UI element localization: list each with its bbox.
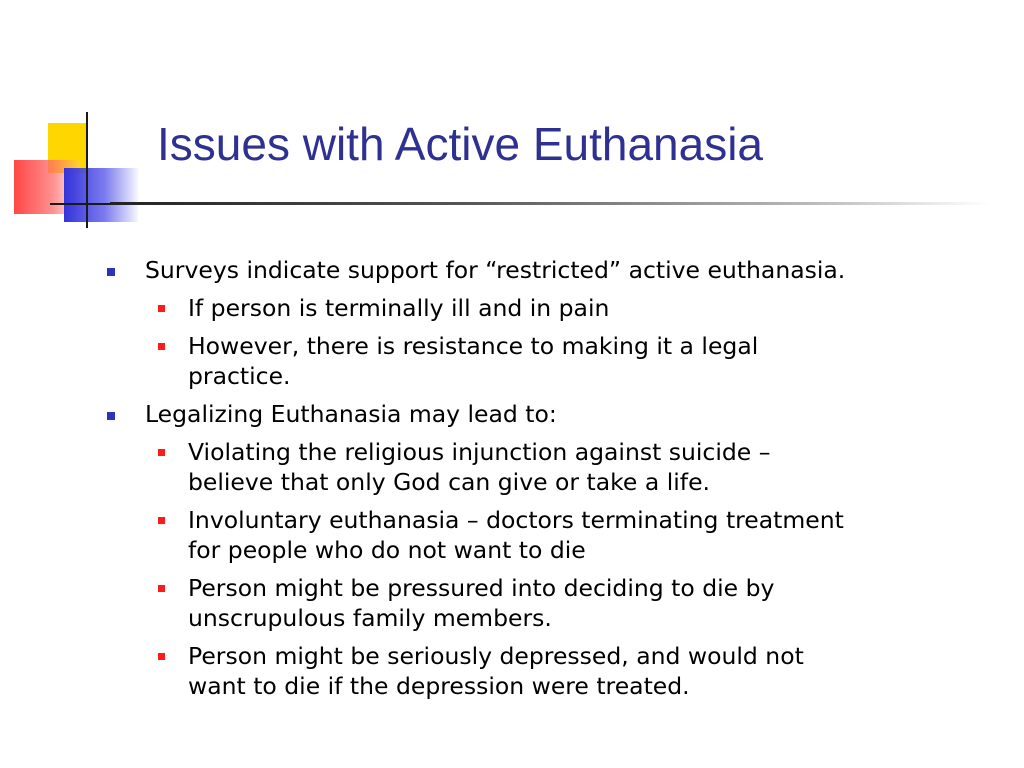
blue-square-bullet-icon [107,268,115,276]
bullet-item [145,255,975,285]
blue-square [64,168,138,222]
sub-bullet-text: Person might be seriously depressed, and would not [188,642,804,670]
red-square-bullet-icon [158,449,165,456]
sub-bullet-text: practice. [188,362,291,390]
sub-bullet-item [188,331,978,391]
sub-bullet-item [188,573,978,633]
sub-bullet-text: If person is terminally ill and in pain [188,294,610,322]
sub-bullet-item [188,505,978,565]
sub-bullet-text: Violating the religious injunction against suicide – [188,438,771,466]
red-square-bullet-icon [158,653,165,660]
slide-title: Issues with Active Euthanasia [157,118,763,170]
vertical-rule [86,112,88,228]
bullet-text: Legalizing Euthanasia may lead to: [145,400,557,428]
sub-bullet-text: However, there is resistance to making it a legal [188,332,759,360]
red-square-bullet-icon [158,585,165,592]
red-square-bullet-icon [158,343,165,350]
slide-content [0,255,1024,709]
title-underline [110,202,990,205]
blue-square-bullet-icon [107,412,115,420]
sub-bullet-text: believe that only God can give or take a life. [188,468,710,496]
sub-bullet-item [188,437,978,497]
red-square-bullet-icon [158,305,165,312]
sub-bullet-text: Person might be pressured into deciding to die by [188,574,775,602]
sub-bullet-text: for people who do not want to die [188,536,586,564]
bullet-item [145,399,975,429]
sub-bullet-item [188,293,978,323]
red-square-bullet-icon [158,517,165,524]
sub-bullet-text: unscrupulous family members. [188,604,552,632]
bullet-text: Surveys indicate support for “restricted” active euthanasia. [145,256,846,284]
sub-bullet-item [188,641,978,701]
sub-bullet-text: want to die if the depression were treated. [188,672,690,700]
sub-bullet-text: Involuntary euthanasia – doctors terminating treatment [188,506,844,534]
